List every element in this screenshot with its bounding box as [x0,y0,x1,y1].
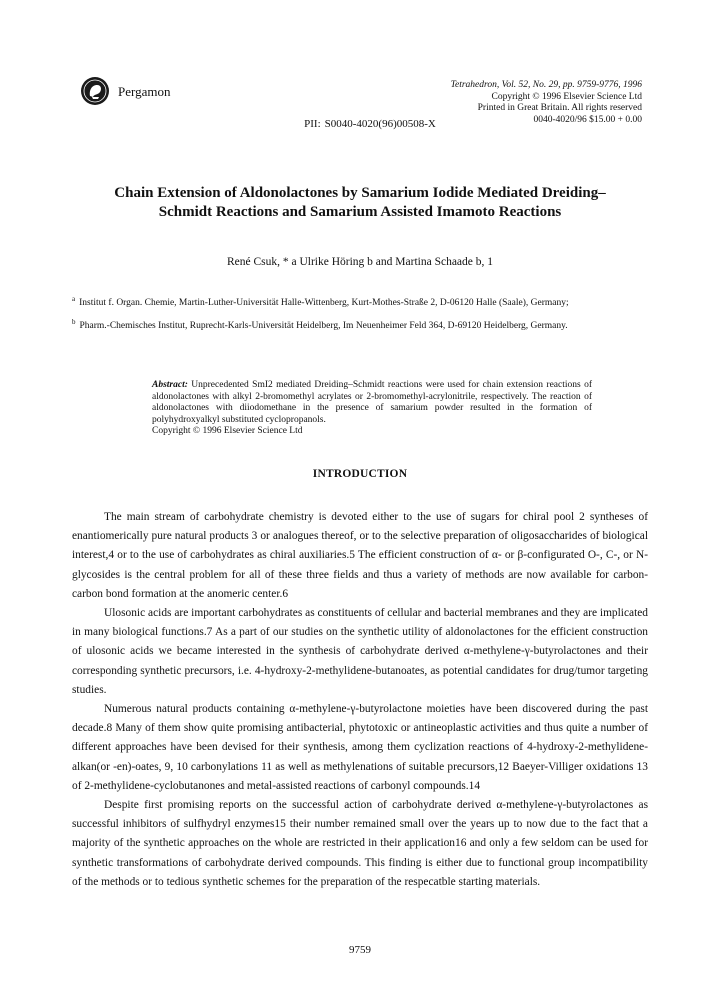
copyright-line: Copyright © 1996 Elsevier Science Ltd [491,91,642,102]
authors: René Csuk, * a Ulrike Höring b and Martina Schaade b, 1 [226,256,494,268]
paragraph: Numerous natural products containing α-methylene-γ-butyrolactone moieties have been discovered during the past decade.8 Many of them show quite promising antibacterial, phytotoxic or antineoplastic activities and thus quite a number of different approaches have been devised for their synthesis, among them cyclization reactions of 4-hydroxy-2-methylidene-alkan(or -en)-oates, 9, 10 carbonylations 11 as well as methylenations of suitable precursors,12 Baeyer-Villiger oxidations 13 of 2-methylidene-cyclobutanones and metal-assisted reactions of carbonyl compounds.14 [72,703,648,792]
paragraph: Despite first promising reports on the successful action of carbohydrate derived α-methylene-γ-butyrolactones as successful inhibitors of sulfhydryl enzymes15 their number remained small over the years up to now due to the fact that a majority of the synthetic approaches on the whole are restricted in their application16 and only a few seldom can be used for synthetic transformations of carbohydrate derived compounds. This finding is either due to functional group incompatibility of the methods or to tedious synthetic schemes for the preparation of the respecatble starting materials. [72,799,648,888]
journal-citation: Tetrahedron, Vol. 52, No. 29, pp. 9759-9776, 1996 [450,80,642,90]
body-text [72,508,648,892]
pii-label: PII: [304,118,321,130]
title-line: Chain Extension of Aldonolactones by Samarium Iodide Mediated Dreiding– [114,185,606,201]
affiliation-mark: b [72,318,76,326]
price-line: 0040-4020/96 $15.00 + 0.00 [533,114,642,125]
paragraph: Ulosonic acids are important carbohydrates as constituents of cellular and bacterial membranes and they are implicated in many biological functions.7 As a part of our studies on the synthetic utility of aldonolactones for the efficient construction of ulosonic acids we became interested in the synthesis of carbohydrate derived α-methylene-γ-butyrolactones and their corresponding synthetic precursors, i.e. 4-hydroxy-2-methylidene-butanoates, as potential candidates for drug/tumor targeting studies. [72,607,648,696]
article-title [70,184,650,222]
section-heading: INTRODUCTION [312,468,408,480]
affiliation-a [72,295,672,308]
paragraph: The main stream of carbohydrate chemistry is devoted either to the use of sugars for chiral pool 2 syntheses of enantiomerically pure natural products 3 or analogues thereof, or to the selective preparation of oligosaccharides of biological interest,4 or to the use of carbohydrates as chiral auxiliaries.5 The efficient construction of α- or β-configurated O-, C-, or N-glycosides is the central problem for all of these three fields and thus a variety of methods are now available for carbon-carbon bond formation at the anomeric center.6 [72,511,648,600]
affiliation-b [72,318,672,331]
printed-line: Printed in Great Britain. All rights reserved [477,103,642,113]
page-number: 9759 [349,944,371,956]
pii-value: S0040-4020(96)00508-X [324,118,436,130]
publisher-logo [80,76,110,106]
pii [0,118,720,130]
affiliation-text: Pharm.-Chemisches Institut, Ruprecht-Karls-Universität Heidelberg, Im Neuenheimer Feld 364, D-69120 Heidelberg, Germany. [79,321,568,332]
abstract-lead: Abstract: [152,380,188,390]
publisher-name: Pergamon [118,84,171,99]
abstract-text: Unprecedented SmI2 mediated Dreiding–Schmidt reactions were used for chain extension reactions of aldonolactones with alkyl 2-bromomethyl acrylates or 2-bromomethyl-acrylonitrile, respectively. The reaction of aldonolactones with diiodomethane in the presence of samarium powder resulted in the formation of polyhydroxyalkyl substituted cyclopropanols. [152,380,593,425]
title-line: Schmidt Reactions and Samarium Assisted Imamoto Reactions [158,204,562,220]
abstract-copyright: Copyright © 1996 Elsevier Science Ltd [152,426,303,436]
affiliation-text: Institut f. Organ. Chemie, Martin-Luther-Universität Halle-Wittenberg, Kurt-Mothes-Straße 2, D-06120 Halle (Saale), Germany; [79,298,569,309]
abstract [152,380,592,438]
affiliation-mark: a [72,295,76,303]
